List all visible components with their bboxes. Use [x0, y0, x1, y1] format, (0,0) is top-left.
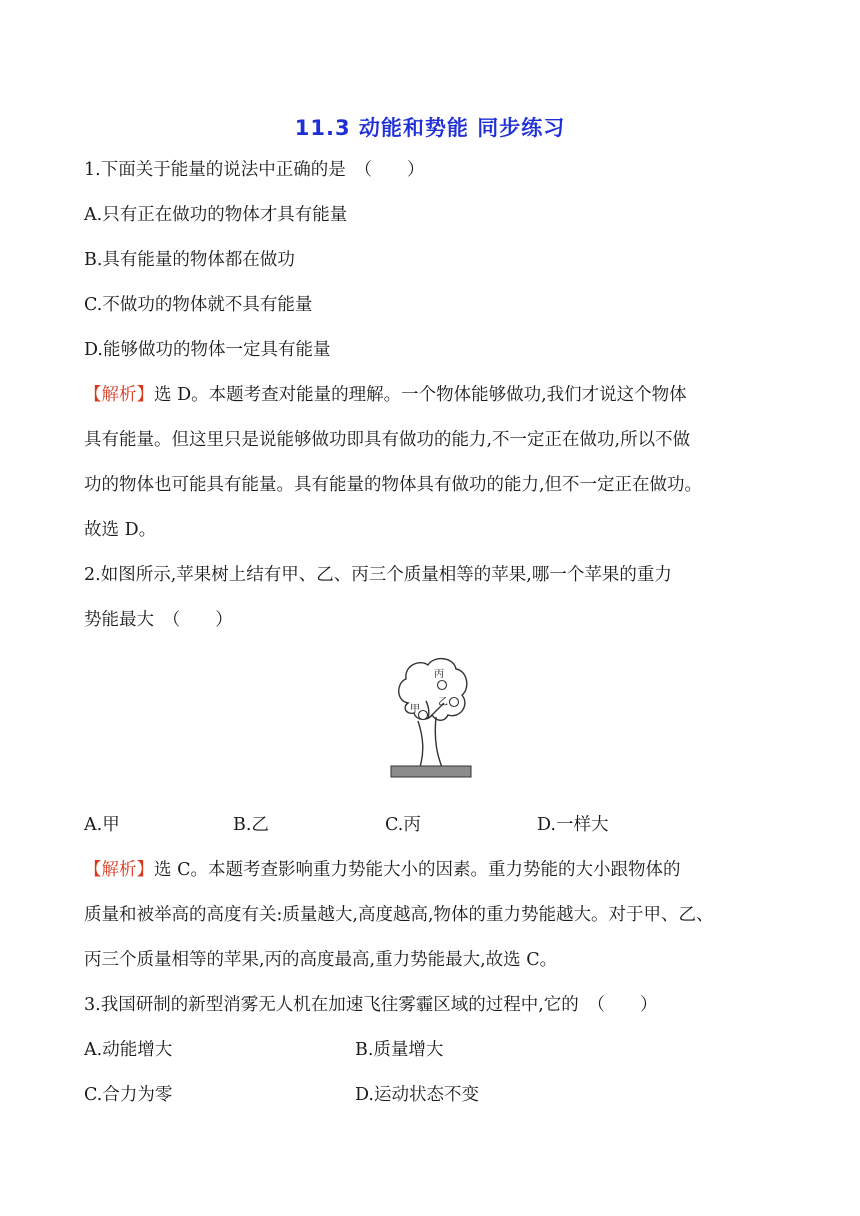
q1-stem: 1.下面关于能量的说法中正确的是 （ ）: [84, 160, 425, 180]
q2-analysis-line-2: 质量和被举高的高度有关:质量越大,高度越高,物体的重力势能越大。对于甲、乙、: [84, 905, 714, 925]
q1-option-d: D.能够做功的物体一定具有能量: [84, 340, 331, 360]
page-title: 11.3 动能和势能 同步练习: [294, 116, 566, 140]
q3-option-c: C.合力为零: [84, 1085, 173, 1105]
ground-block: [391, 766, 471, 777]
q2-option-b: B.乙: [233, 815, 269, 835]
q2-option-d: D.一样大: [537, 815, 609, 835]
apple-bing: [438, 681, 447, 690]
q3-option-d: D.运动状态不变: [355, 1085, 479, 1105]
q2-analysis-line-1: [84, 858, 680, 882]
q1-analysis-line-4: 故选 D。: [84, 520, 157, 540]
q3-option-b: B.质量增大: [355, 1040, 444, 1060]
q1-option-a: A.只有正在做功的物体才具有能量: [84, 205, 348, 225]
q1-option-b: B.具有能量的物体都在做功: [84, 250, 295, 270]
analysis-text: 选 C。本题考查影响重力势能大小的因素。重力势能的大小跟物体的: [154, 860, 681, 880]
q2-stem-line-2: 势能最大 （ ）: [84, 610, 233, 630]
label-bing: 丙: [434, 669, 444, 680]
analysis-tag: 【解析】: [84, 860, 154, 880]
apple-yi: [450, 698, 459, 707]
apple-tree-figure: [390, 655, 472, 780]
q3-option-a: A.动能增大: [84, 1040, 173, 1060]
q1-analysis-line-1: [84, 383, 687, 407]
q2-option-a: A.甲: [84, 815, 120, 835]
q1-analysis-line-2: 具有能量。但这里只是说能够做功即具有做功的能力,不一定正在做功,所以不做: [84, 430, 691, 450]
q2-stem-line-1: 2.如图所示,苹果树上结有甲、乙、丙三个质量相等的苹果,哪一个苹果的重力: [84, 565, 672, 585]
analysis-text: 选 D。本题考查对能量的理解。一个物体能够做功,我们才说这个物体: [154, 385, 687, 405]
label-yi: 乙: [438, 697, 448, 708]
q1-analysis-line-3: 功的物体也可能具有能量。具有能量的物体具有做功的能力,但不一定正在做功。: [84, 475, 703, 495]
q3-stem: 3.我国研制的新型消雾无人机在加速飞往雾霾区域的过程中,它的 （ ）: [84, 995, 658, 1015]
tree-canopy: [399, 659, 467, 721]
label-jia: 甲: [410, 704, 420, 715]
q2-option-c: C.丙: [385, 815, 421, 835]
analysis-tag: 【解析】: [84, 385, 154, 405]
q1-option-c: C.不做功的物体就不具有能量: [84, 295, 313, 315]
q2-analysis-line-3: 丙三个质量相等的苹果,丙的高度最高,重力势能最大,故选 C。: [84, 950, 558, 970]
